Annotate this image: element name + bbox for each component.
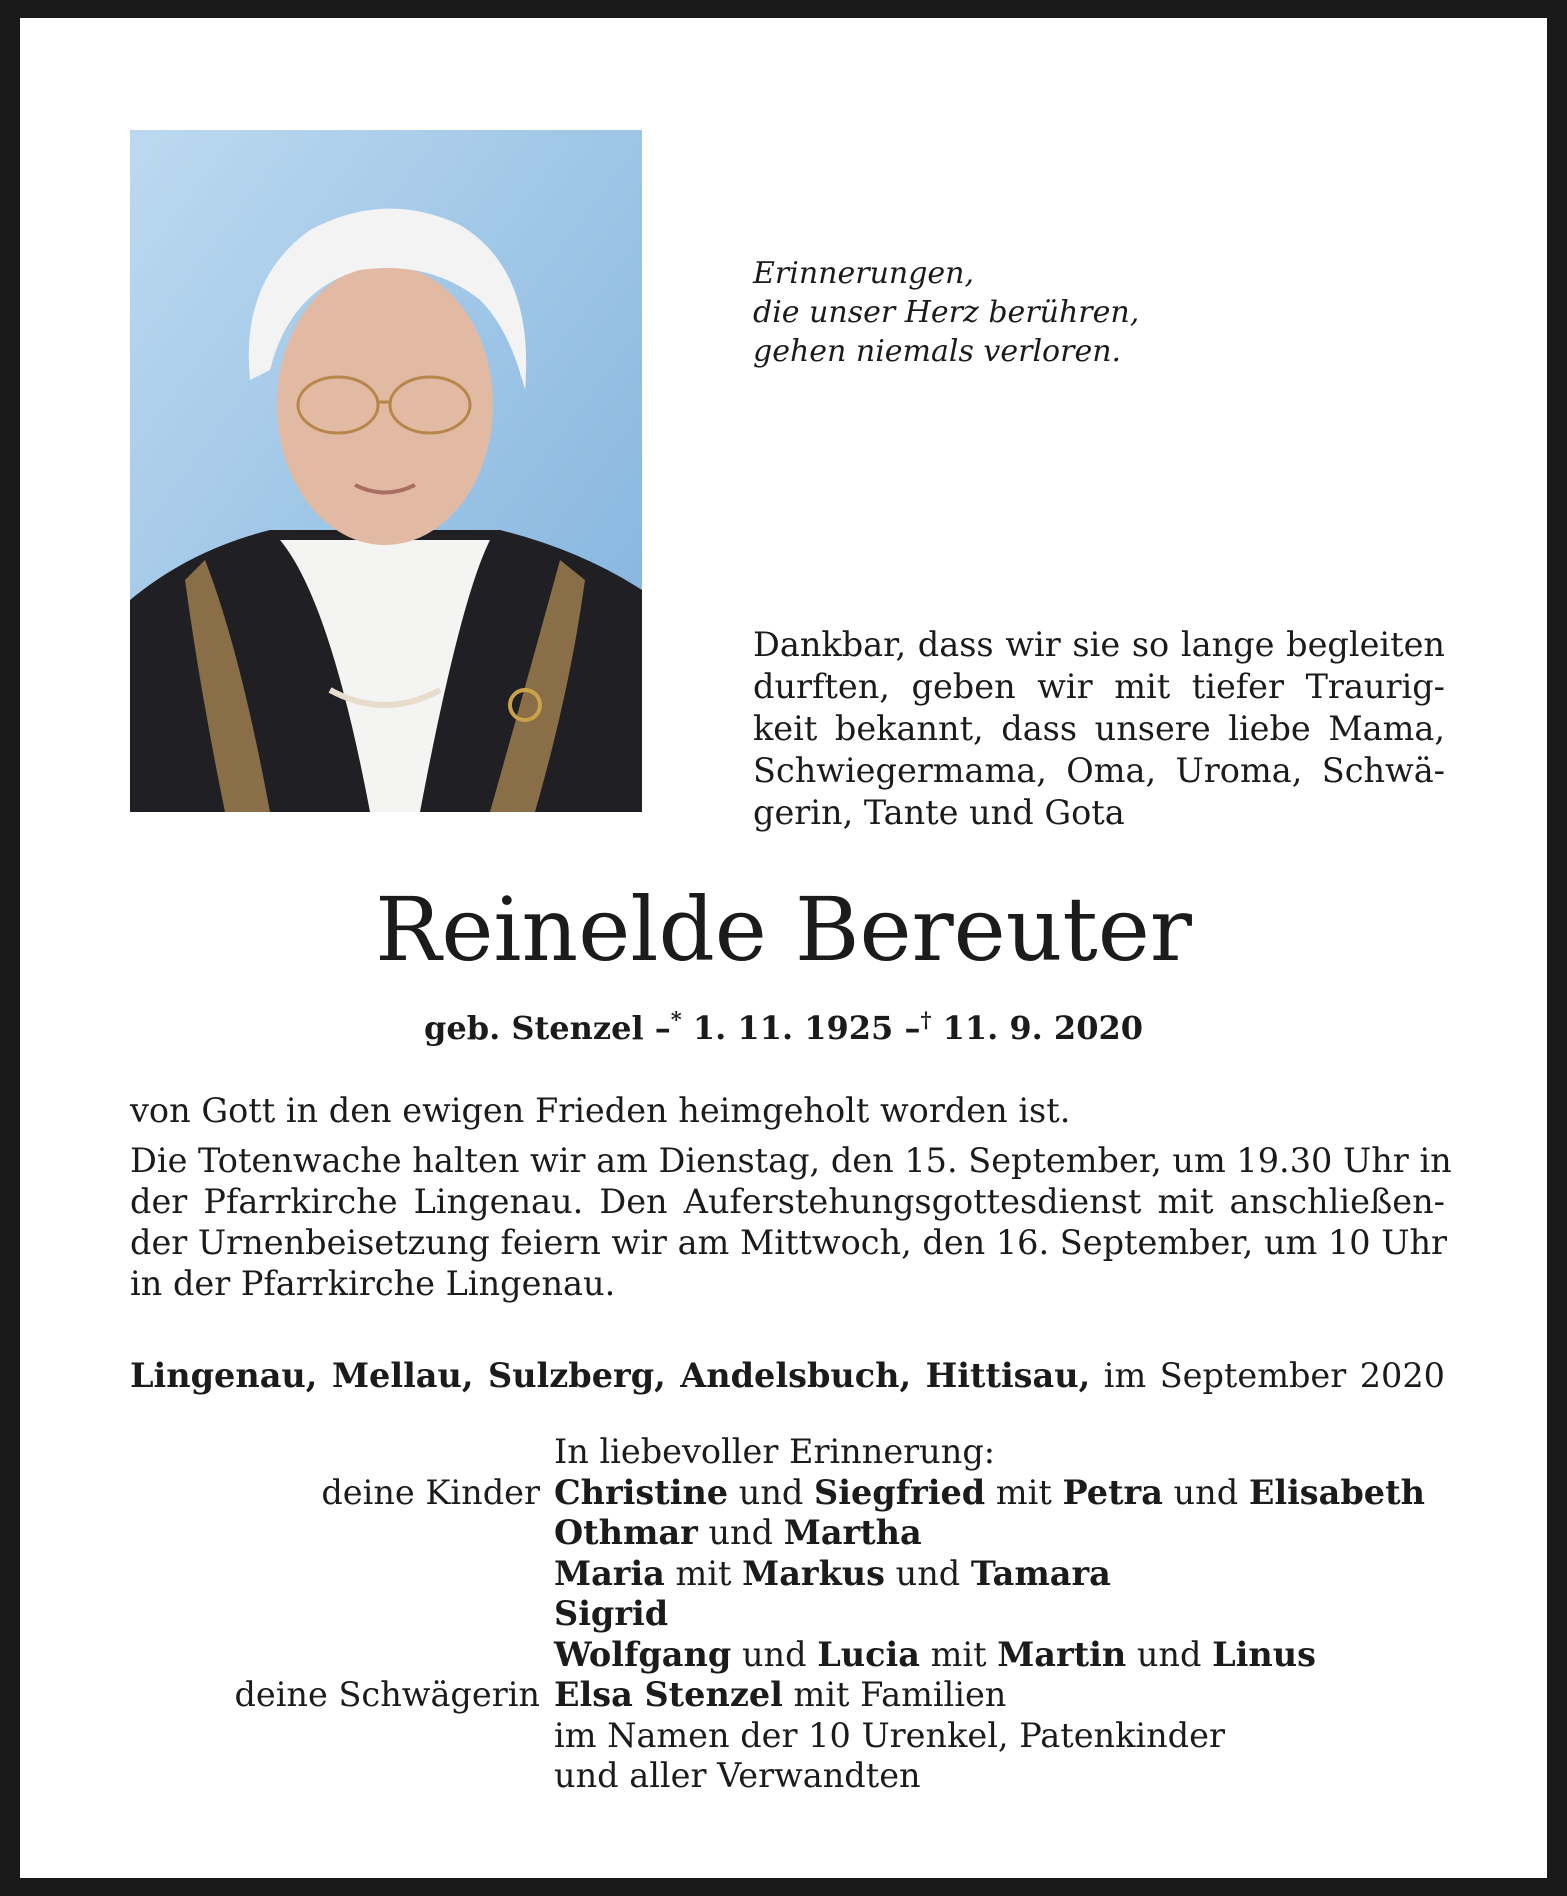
quote-line: gehen niemals verloren. — [753, 334, 1122, 369]
person-name: Elisabeth — [1248, 1472, 1425, 1512]
person-name: Sigrid — [554, 1594, 669, 1633]
closing-line: im Namen der 10 Urenkel, Patenkinder — [554, 1715, 1225, 1755]
connector-text: und — [1126, 1634, 1213, 1674]
children-line — [554, 1554, 1111, 1595]
signature-row — [130, 1635, 1450, 1676]
death-cross-icon: † — [920, 1007, 932, 1032]
birth-star-icon: * — [670, 1007, 682, 1032]
connector-text: und — [728, 1472, 815, 1512]
intro-line: keit bekannt, dass unsere liebe Mama, — [753, 709, 1445, 748]
person-name: Elsa Stenzel — [554, 1675, 783, 1714]
separator: – — [654, 1009, 671, 1047]
intro-line: Dankbar, dass wir sie so lange begleiten — [753, 625, 1445, 664]
person-name: Lucia — [817, 1634, 920, 1674]
sister-in-law-line — [554, 1675, 1006, 1716]
person-name: Siegfried — [814, 1472, 986, 1512]
children-line — [554, 1513, 922, 1554]
month-year: im September 2020 — [1103, 1356, 1445, 1395]
connector-text: und — [731, 1634, 818, 1674]
signature-row — [130, 1554, 1450, 1595]
announcement-body — [130, 1090, 1452, 1304]
closing-line: und aller Verwandten — [554, 1756, 921, 1795]
person-name: Tamara — [970, 1553, 1111, 1593]
person-name: Martha — [783, 1513, 922, 1552]
signature-row — [130, 1432, 1450, 1473]
connector-text: und — [1162, 1472, 1249, 1512]
person-name: Othmar — [554, 1513, 698, 1552]
person-name: Maria — [554, 1553, 665, 1593]
signature-block — [130, 1432, 1450, 1797]
places: Lingenau, Mellau, Sulzberg, Andelsbuch, Hittisau, — [130, 1356, 1091, 1395]
signature-row — [130, 1513, 1450, 1554]
birth-date: 1. 11. 1925 — [681, 1009, 894, 1047]
connector-text: mit — [919, 1634, 998, 1674]
places-date-line — [130, 1356, 1445, 1395]
announcement-intro — [753, 624, 1445, 834]
memorial-quote — [753, 254, 1313, 371]
intro-line: Schwiegermama, Oma, Uroma, Schwä- — [753, 751, 1445, 790]
death-date: 11. 9. 2020 — [931, 1009, 1143, 1047]
person-name: Christine — [554, 1472, 729, 1512]
children-line — [554, 1473, 1425, 1514]
signature-row — [130, 1594, 1450, 1635]
connector-text: und — [697, 1513, 784, 1552]
signature-row — [130, 1473, 1450, 1514]
connector-text: mit — [985, 1472, 1063, 1512]
deceased-name: Reinelde Bereuter — [375, 878, 1192, 981]
body-line: Die Totenwache halten wir am Dienstag, den 15. September, um 19.30 Uhr in — [130, 1141, 1452, 1180]
life-dates — [20, 1007, 1547, 1047]
body-line: von Gott in den ewigen Frieden heimgeholt worden ist. — [130, 1091, 1071, 1130]
children-label: deine Kinder — [321, 1472, 540, 1512]
separator: – — [904, 1009, 921, 1047]
intro-line: durften, geben wir mit tiefer Traurig- — [753, 667, 1445, 706]
body-line: in der Pfarrkirche Lingenau. — [130, 1264, 616, 1303]
person-name: Martin — [997, 1634, 1127, 1674]
signature-row — [130, 1716, 1450, 1757]
maiden-name: geb. Stenzel — [424, 1009, 644, 1047]
body-line: der Pfarrkirche Lingenau. Den Auferstehungsgottesdienst mit anschließen- — [130, 1182, 1445, 1221]
connector-text: und — [885, 1553, 971, 1593]
connector-text: mit — [664, 1553, 743, 1593]
portrait-photo — [130, 130, 642, 812]
signature-intro: In liebevoller Erinnerung: — [554, 1432, 996, 1471]
signature-row — [130, 1675, 1450, 1716]
person-name: Petra — [1062, 1472, 1163, 1512]
connector-text: mit Familien — [782, 1675, 1007, 1714]
body-line: der Urnenbeisetzung feiern wir am Mittwoch, den 16. September, um 10 Uhr — [130, 1223, 1448, 1262]
sister-in-law-label: deine Schwägerin — [234, 1675, 540, 1714]
person-name: Markus — [742, 1553, 885, 1593]
person-name: Wolfgang — [554, 1634, 732, 1674]
signature-row — [130, 1756, 1450, 1797]
obituary-page — [20, 18, 1547, 1878]
intro-line: gerin, Tante und Gota — [753, 793, 1125, 832]
quote-line: Erinnerungen, — [753, 256, 975, 291]
children-line — [554, 1635, 1316, 1676]
person-name: Linus — [1212, 1634, 1316, 1674]
children-line — [554, 1594, 668, 1635]
quote-line: die unser Herz berühren, — [753, 295, 1140, 330]
